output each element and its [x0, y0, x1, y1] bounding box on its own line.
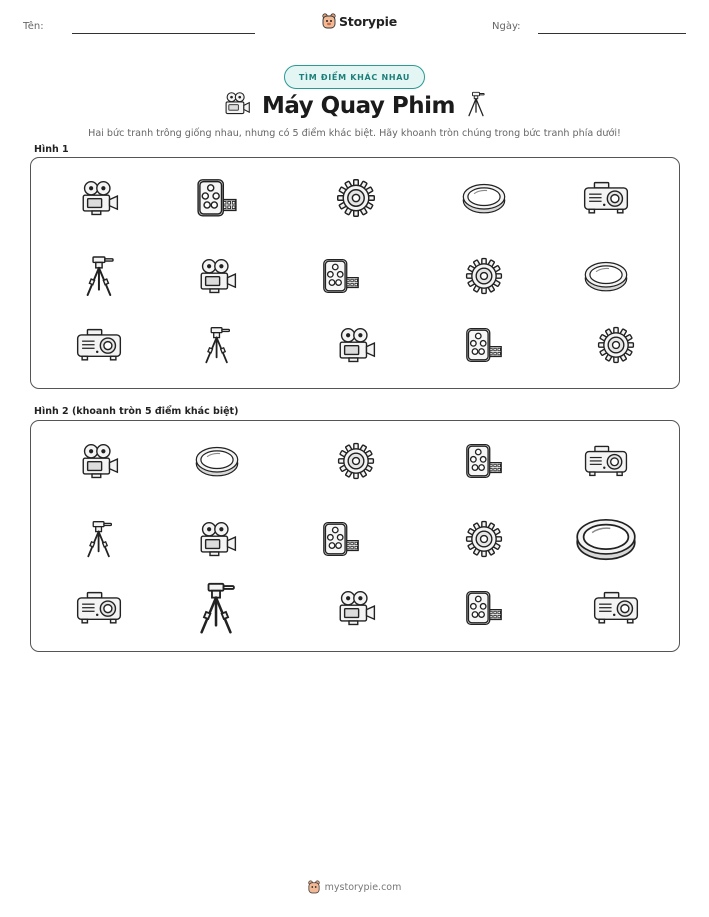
lens-icon[interactable]: [571, 241, 641, 311]
name-label: Tên:: [23, 21, 44, 32]
movie-camera-icon[interactable]: [182, 504, 252, 574]
footer: [0, 880, 709, 894]
movie-camera-icon[interactable]: [64, 426, 134, 496]
date-field-line[interactable]: [538, 33, 686, 34]
title-camera-icon: [222, 91, 252, 121]
projector-icon[interactable]: [64, 573, 134, 643]
projector-icon[interactable]: [571, 426, 641, 496]
gear-icon[interactable]: [321, 426, 391, 496]
lens-icon[interactable]: [571, 504, 641, 574]
film-reel-icon[interactable]: [306, 241, 376, 311]
tripod-icon[interactable]: [182, 310, 252, 380]
title-row: [0, 90, 709, 122]
tripod-icon[interactable]: [64, 241, 134, 311]
gear-icon[interactable]: [321, 163, 391, 233]
lens-icon[interactable]: [182, 426, 252, 496]
picture1-frame: [30, 157, 680, 389]
brand-logo: [322, 13, 397, 29]
film-reel-icon[interactable]: [306, 504, 376, 574]
gear-icon[interactable]: [581, 310, 651, 380]
gear-icon[interactable]: [449, 504, 519, 574]
film-reel-icon[interactable]: [449, 310, 519, 380]
projector-icon[interactable]: [581, 573, 651, 643]
brand-name: Storypie: [339, 13, 397, 29]
film-reel-icon[interactable]: [449, 426, 519, 496]
gear-icon[interactable]: [449, 241, 519, 311]
movie-camera-icon[interactable]: [182, 241, 252, 311]
tripod-icon[interactable]: [64, 504, 134, 574]
date-label: Ngày:: [492, 21, 521, 32]
storypie-footer-icon: [308, 880, 320, 894]
title-tripod-icon: [465, 90, 487, 122]
picture2-frame: [30, 420, 680, 652]
page-title: Máy Quay Phim: [261, 93, 456, 119]
film-reel-icon[interactable]: [449, 573, 519, 643]
movie-camera-icon[interactable]: [321, 310, 391, 380]
instruction-text: Hai bức tranh trông giống nhau, nhưng có 5 điểm khác biệt. Hãy khoanh tròn chúng trong bức tranh phía dưới!: [88, 128, 621, 139]
activity-badge: TÌM ĐIỂM KHÁC NHAU: [284, 65, 425, 89]
footer-website: mystorypie.com: [324, 881, 402, 893]
picture2-label: Hình 2 (khoanh tròn 5 điểm khác biệt): [34, 406, 239, 417]
storypie-mascot-icon: [322, 13, 336, 29]
projector-icon[interactable]: [571, 163, 641, 233]
tripod-icon[interactable]: [182, 573, 252, 643]
lens-icon[interactable]: [449, 163, 519, 233]
film-reel-icon[interactable]: [182, 163, 252, 233]
movie-camera-icon[interactable]: [64, 163, 134, 233]
movie-camera-icon[interactable]: [321, 573, 391, 643]
name-field-line[interactable]: [72, 33, 255, 34]
projector-icon[interactable]: [64, 310, 134, 380]
picture1-label: Hình 1: [34, 144, 69, 155]
